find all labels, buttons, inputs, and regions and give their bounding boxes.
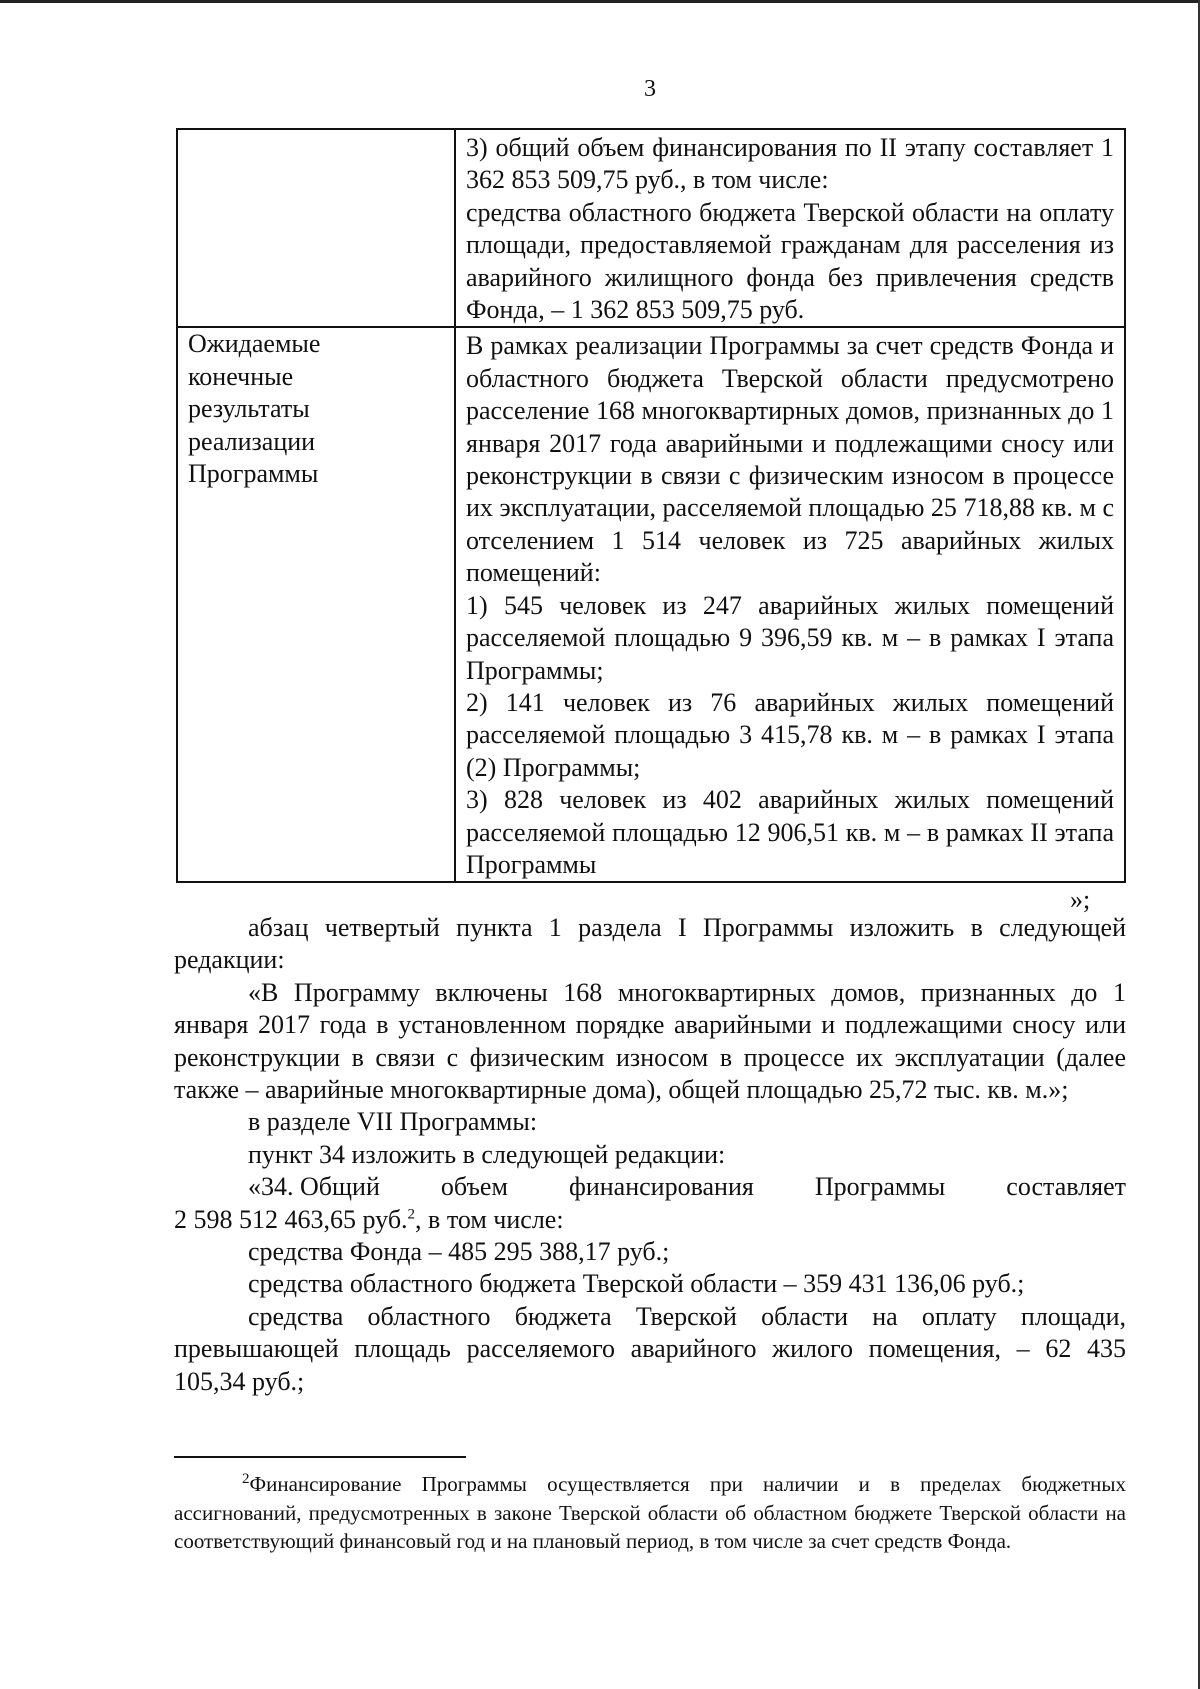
footnote-reference: 2 — [407, 1206, 416, 1222]
body-paragraph-continuation — [174, 1204, 1126, 1236]
footnote — [174, 1470, 1126, 1556]
body-paragraph-first-line — [248, 1171, 1126, 1203]
total-amount: 2 598 512 463,65 руб. — [174, 1204, 408, 1234]
closing-quote: »; — [1070, 885, 1091, 914]
body-paragraph: средства областного бюджета Тверской области – 359 431 136,06 руб.; — [248, 1269, 1025, 1299]
footnote-separator — [174, 1456, 466, 1458]
label-line: результаты — [188, 394, 310, 424]
cell-paragraph: 3) 828 человек из 402 аварийных жилых помещений расселяемой площадью 12 906,51 кв. м – в рамках II этапа Программы — [466, 785, 1114, 879]
body-paragraph: средства Фонда – 485 295 388,17 руб.; — [248, 1237, 670, 1267]
word: составляет — [1006, 1172, 1126, 1202]
page-number: 3 — [644, 76, 656, 102]
body-paragraph: «В Программу включены 168 многоквартирных домов, признанных до 1 января 2017 года в установленном порядке аварийными и подлежащими сносу или реконструкции в связи с физическим износом в процессе их эксплуатации (далее также – аварийные многоквартирные дома), общей площадью 25,72 тыс. кв. м.»; — [174, 977, 1126, 1105]
table-cell-label — [177, 327, 455, 882]
footnote-text: Финансирование Программы осуществляется при наличии и в пределах бюджетных ассигнований, предусмотренных в законе Тверской области об областном бюджете Тверской области на соответствующий финансовый год и на плановый период, в том числе за счет средств Фонда. — [174, 1472, 1126, 1553]
label-line: конечные — [188, 361, 294, 391]
page-border-top — [0, 0, 1200, 3]
body-paragraph: пункт 34 изложить в следующей редакции: — [248, 1139, 726, 1169]
footnote-marker: 2 — [242, 1471, 250, 1487]
label-line: реализации — [188, 426, 316, 456]
table-cell-content — [455, 327, 1125, 882]
footnote-paragraph — [174, 1470, 1126, 1556]
table-row — [177, 327, 1125, 882]
table-cell-label — [177, 129, 455, 327]
passport-table — [176, 128, 1126, 883]
text-tail: , в том числе: — [415, 1204, 564, 1234]
cell-paragraph: 2) 141 человек из 76 аварийных жилых помещений расселяемой площадью 3 415,78 кв. м – в рамках I этапа (2) Программы; — [466, 687, 1114, 782]
word: финансирования — [568, 1172, 754, 1202]
label-line: Программы — [188, 459, 319, 489]
cell-paragraph: 3) общий объем финансирования по II этапу составляет 1 362 853 509,75 руб., в том числе: — [466, 133, 1114, 195]
word: «34. Общий — [248, 1172, 380, 1202]
cell-paragraph: 1) 545 человек из 247 аварийных жилых помещений расселяемой площадью 9 396,59 кв. м – в рамках I этапа Программы; — [466, 590, 1114, 685]
cell-paragraph: средства областного бюджета Тверской области на оплату площади, предоставляемой гражданам для расселения из аварийного жилищного фонда без привлечения средств Фонда, – 1 362 853 509,75 руб. — [466, 197, 1114, 325]
body-paragraph: абзац четвертый пункта 1 раздела I Программы изложить в следующей редакции: — [174, 913, 1126, 975]
table-cell-content — [455, 129, 1125, 327]
cell-paragraph: В рамках реализации Программы за счет средств Фонда и областного бюджета Тверской области предусмотрено расселение 168 многоквартирных домов, признанных до 1 января 2017 года аварийными и подлежащими сносу или реконструкции в связи с физическим износом в процессе их эксплуатации, расселяемой площадью 25 718,88 кв. м с отселением 1 514 человек из 725 аварийных жилых помещений: — [466, 331, 1114, 588]
word: объем — [440, 1172, 508, 1202]
body-paragraph: в разделе VII Программы: — [248, 1107, 538, 1137]
body-paragraph: средства областного бюджета Тверской области на оплату площади, превышающей площадь расселяемого аварийного жилого помещения, – 62 435 105,34 руб.; — [174, 1301, 1126, 1396]
document-body — [174, 912, 1126, 1398]
word: Программы — [814, 1172, 946, 1202]
table-row — [177, 129, 1125, 327]
label-line: Ожидаемые — [188, 329, 321, 359]
